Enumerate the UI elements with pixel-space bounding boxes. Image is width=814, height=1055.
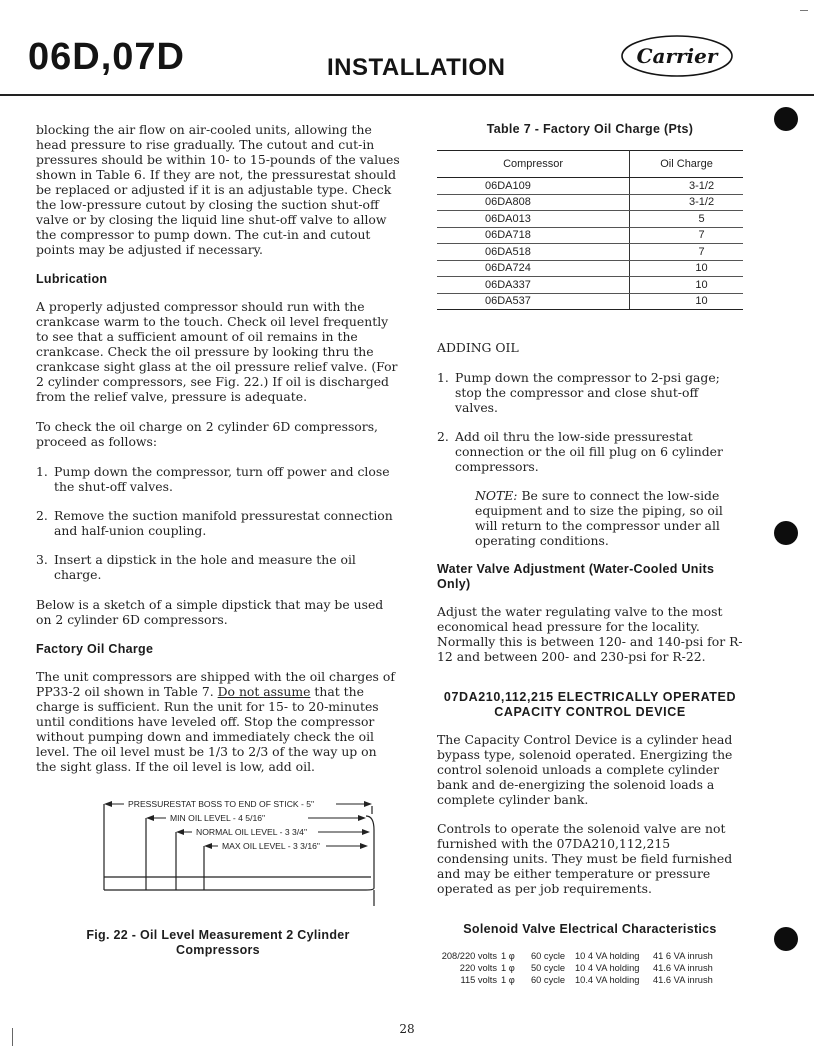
- step-text: Remove the suction manifold pressurestat connection and half-union coupling.: [54, 508, 393, 538]
- lubrication-paragraph: A properly adjusted compressor should run with the crankcase warm to the touch. Check oil level frequently to see that a sufficient amount of oil remains in the crankcase. Check the oil pressure by looking thru the crankcase sight glass at the oil pressure relief valve. (For 2 cylinder compressors, see Fig. 22.) If oil is discharged from the relief valve, pressure is adequate.: [36, 299, 398, 404]
- solenoid-volts: 220 volts: [459, 963, 497, 973]
- solenoid-holding: 10.4 VA holding: [575, 975, 640, 985]
- water-valve-heading: Water Valve Adjustment (Water-Cooled Units Only): [437, 562, 715, 591]
- table-row: [437, 178, 743, 195]
- solenoid-phase: 1 φ: [501, 975, 515, 985]
- table-cell-oil-charge: 10: [630, 293, 743, 310]
- table-cell-compressor: 06DA718: [437, 227, 630, 244]
- document-model-title: 06D,07D: [28, 36, 185, 78]
- solenoid-characteristics: [437, 950, 743, 986]
- step-item: [36, 552, 400, 582]
- step-text: Insert a dipstick in the hole and measure the oil charge.: [54, 552, 356, 582]
- step-text: Pump down the compressor, turn off power and close the shut-off valves.: [54, 464, 390, 494]
- step-number: 1.: [36, 464, 48, 479]
- step-number: 2.: [437, 429, 449, 444]
- right-column: [437, 122, 743, 986]
- table-row: [437, 211, 743, 228]
- binder-hole-mark: [774, 927, 798, 951]
- solenoid-row: [437, 962, 743, 974]
- solenoid-inrush: 41 6 VA inrush: [653, 951, 713, 961]
- table-row: [437, 244, 743, 261]
- solenoid-cycle: 50 cycle: [531, 963, 566, 973]
- table-cell-compressor: 06DA537: [437, 293, 630, 310]
- left-column: [36, 122, 400, 958]
- solenoid-inrush: 41.6 VA inrush: [653, 975, 713, 985]
- solenoid-phase: 1 φ: [501, 951, 515, 961]
- table-cell-oil-charge: 5: [630, 211, 743, 228]
- figure-label-stick-length: PRESSURESTAT BOSS TO END OF STICK - 5": [128, 799, 315, 809]
- table-cell-compressor: 06DA337: [437, 277, 630, 294]
- figure-caption: Fig. 22 - Oil Level Measurement 2 Cylinder Compressors: [86, 928, 350, 957]
- solenoid-row: [437, 950, 743, 962]
- table-header-oil-charge: Oil Charge: [630, 151, 743, 178]
- factory-text-underlined: Do not assume: [217, 684, 311, 699]
- step-item: [437, 370, 743, 415]
- table-cell-oil-charge: 10: [630, 277, 743, 294]
- table-cell-oil-charge: 10: [630, 260, 743, 277]
- carrier-logo: [620, 34, 734, 78]
- corner-mark: [800, 10, 808, 11]
- controls-paragraph: Controls to operate the solenoid valve are not furnished with the 07DA210,112,215 condensing units. They must be field furnished and may be either temperature or pressure operated as per job requirements.: [437, 821, 733, 896]
- table-cell-oil-charge: 3-1/2: [630, 178, 743, 195]
- table-cell-oil-charge: 7: [630, 227, 743, 244]
- note-label: NOTE:: [475, 488, 518, 503]
- table-row: [437, 260, 743, 277]
- table-row: [437, 194, 743, 211]
- solenoid-holding: 10 4 VA holding: [575, 963, 640, 973]
- table7-title: Table 7 - Factory Oil Charge (Pts): [486, 122, 694, 136]
- table-cell-compressor: 06DA808: [437, 194, 630, 211]
- check-charge-steps: [36, 464, 400, 582]
- note-paragraph: [437, 488, 743, 548]
- water-valve-paragraph: Adjust the water regulating valve to the most economical head pressure for the locality. Normally this is between 120- and 140-psi for R-12 and between 200- and 230-psi for R-22.: [437, 604, 743, 664]
- step-text: Pump down the compressor to 2-psi gage; stop the compressor and close shut-off valves.: [455, 370, 720, 415]
- table-row: [437, 227, 743, 244]
- step-number: 3.: [36, 552, 48, 567]
- adding-oil-heading: ADDING OIL: [437, 340, 519, 355]
- factory-text-part1: The unit compressors are shipped with the oil charges of PP33-2 oil shown in Table 7.: [36, 669, 395, 699]
- table-cell-compressor: 06DA724: [437, 260, 630, 277]
- step-item: [36, 464, 400, 494]
- table-row: [437, 277, 743, 294]
- capacity-control-paragraph: The Capacity Control Device is a cylinder head bypass type, solenoid operated. Energizing the control solenoid unloads a complete cylinder bank and de-energizing the solenoid loads a complete cylinder bank.: [437, 732, 733, 807]
- solenoid-cycle: 60 cycle: [531, 951, 566, 961]
- capacity-control-heading: 07DA210,112,215 ELECTRICALLY OPERATED CAPACITY CONTROL DEVICE: [443, 690, 737, 719]
- factory-oil-heading: Factory Oil Charge: [36, 642, 154, 656]
- page-number: 28: [399, 1022, 415, 1036]
- solenoid-phase: 1 φ: [501, 963, 515, 973]
- intro-paragraph: blocking the air flow on air-cooled units, allowing the head pressure to rise gradually. The cutout and cut-in pressures should be within 10- to 15-pounds of the values shown in Table 6. If they are not, the pressurestat should be replaced or adjusted if it is an adjustable type. Check the low-pressure cutout by closing the suction shut-off valve or by closing the liquid line shut-off valve to allow the compressor to pump down. The cut-in and cutout points may be adjusted if necessary.: [36, 122, 400, 257]
- check-charge-paragraph: To check the oil charge on 2 cylinder 6D compressors, proceed as follows:: [36, 419, 378, 449]
- solenoid-volts: 208/220 volts: [441, 951, 497, 961]
- step-text: Add oil thru the low-side pressurestat connection or the oil fill plug on 6 cylinder compressors.: [455, 429, 723, 474]
- lubrication-heading: Lubrication: [36, 272, 108, 286]
- figure-label-normal-level: NORMAL OIL LEVEL - 3 3/4": [196, 827, 307, 837]
- dipstick-figure: [36, 796, 400, 906]
- factory-text-part2: that the charge is sufficient. Run the unit for 15- to 20-minutes until conditions have leveled off. Stop the compressor without pumping down and immediately check the oil level. The oil level must be 1/3 to 2/3 of the way up on the sight glass. If the oil level is low, add oil.: [36, 684, 379, 774]
- adding-oil-steps: [437, 370, 743, 474]
- figure-label-min-level: MIN OIL LEVEL - 4 5/16": [170, 813, 266, 823]
- table-cell-compressor: 06DA518: [437, 244, 630, 261]
- dipstick-paragraph: Below is a sketch of a simple dipstick that may be used on 2 cylinder 6D compressors.: [36, 597, 384, 627]
- table-cell-compressor: 06DA013: [437, 211, 630, 228]
- table-cell-compressor: 06DA109: [437, 178, 630, 195]
- figure-label-max-level: MAX OIL LEVEL - 3 3/16": [222, 841, 320, 851]
- solenoid-volts: 115 volts: [460, 975, 497, 985]
- solenoid-heading: Solenoid Valve Electrical Characteristics: [463, 922, 717, 936]
- solenoid-holding: 10 4 VA holding: [575, 951, 640, 961]
- step-item: [36, 508, 400, 538]
- section-title: INSTALLATION: [327, 54, 506, 81]
- factory-oil-charge-table: [437, 150, 743, 310]
- table-row: [437, 293, 743, 310]
- table-cell-oil-charge: 7: [630, 244, 743, 261]
- note-text: Be sure to connect the low-side equipment and to size the piping, so oil will return to the compressor under all operating conditions.: [475, 488, 723, 548]
- binder-hole-mark: [774, 521, 798, 545]
- solenoid-row: [437, 974, 743, 986]
- solenoid-inrush: 41.6 VA inrush: [653, 963, 713, 973]
- margin-mark: [12, 1028, 13, 1046]
- step-item: [437, 429, 743, 474]
- step-number: 1.: [437, 370, 449, 385]
- step-number: 2.: [36, 508, 48, 523]
- table-cell-oil-charge: 3-1/2: [630, 194, 743, 211]
- binder-hole-mark: [774, 107, 798, 131]
- logo-text: Carrier: [636, 44, 718, 68]
- factory-oil-paragraph: [36, 669, 400, 774]
- table-header-row: [437, 151, 743, 178]
- solenoid-cycle: 60 cycle: [531, 975, 566, 985]
- header-rule: [0, 94, 814, 96]
- table-header-compressor: Compressor: [437, 151, 630, 178]
